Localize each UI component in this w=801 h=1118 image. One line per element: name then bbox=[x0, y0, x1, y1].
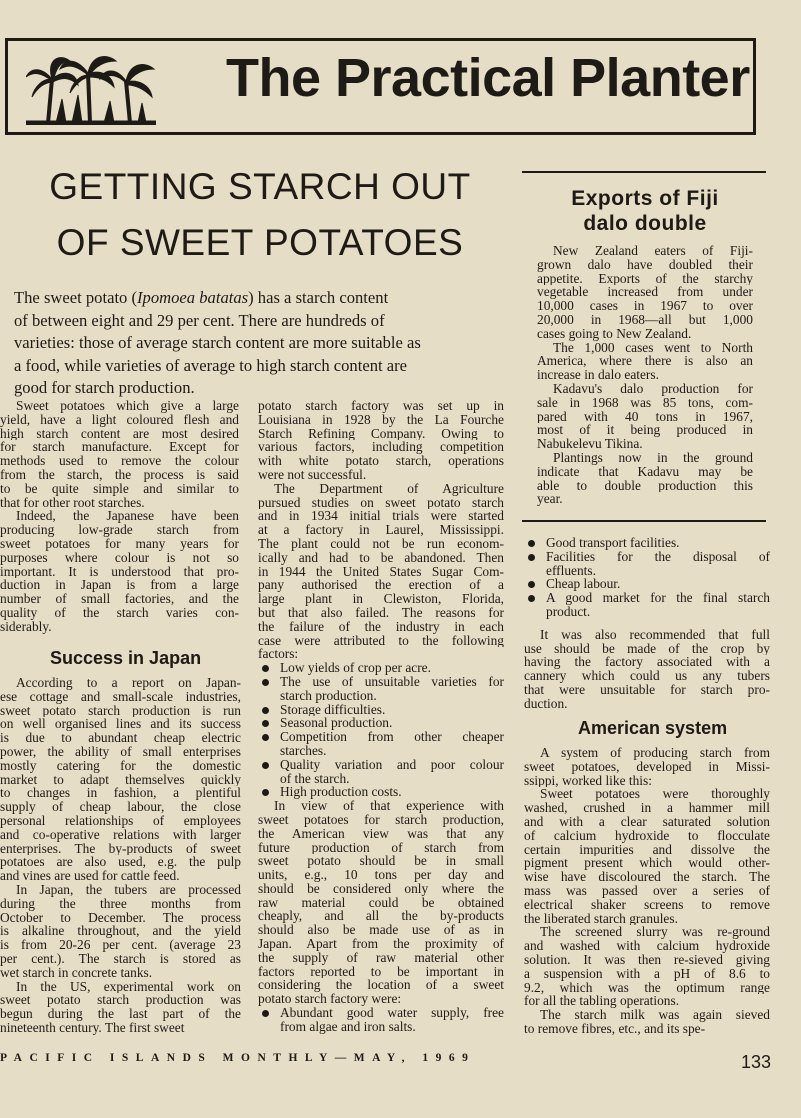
text-line: to be quite simple and similar to bbox=[0, 481, 239, 496]
text-line: for starch manufacture. Except for bbox=[0, 440, 239, 455]
text-line: increase in dalo eaters. bbox=[537, 368, 659, 382]
text-line: ically and had to be abandoned. Then bbox=[258, 550, 504, 565]
text-line: power, the ability of small enterprises bbox=[0, 744, 241, 759]
text-line: In the US, experimental work on bbox=[16, 979, 241, 994]
text-line: sale in 1968 was 85 tons, com- bbox=[537, 395, 753, 410]
text-line: factors reported to be important in bbox=[258, 964, 504, 979]
sidebar-headline-line-2: dalo double bbox=[583, 212, 707, 235]
article-headline-line-2: OF SWEET POTATOES bbox=[56, 222, 464, 263]
text-line: of calcium hydroxide to flocculate bbox=[524, 828, 770, 843]
subhead-american-system: American system bbox=[578, 718, 728, 738]
intro-line: a food, while varieties of average to high starch content are bbox=[14, 355, 408, 375]
masthead-title: The Practical Planter bbox=[226, 48, 750, 108]
article-intro bbox=[14, 287, 484, 400]
text-line: various factors, including competition bbox=[258, 440, 504, 455]
bullet-item: Facilities for the disposal of bbox=[524, 550, 770, 564]
text-line: In Japan, the tubers are processed bbox=[16, 882, 241, 897]
bullet-item: Seasonal production. bbox=[258, 716, 504, 730]
text-line: with white potato starch, operations bbox=[258, 454, 504, 468]
text-line: market to adapt themselves quickly bbox=[0, 772, 241, 787]
text-line: sweet potatoes, developed in Missi- bbox=[524, 759, 770, 774]
text-line: in 1944 the United States Sugar Com- bbox=[258, 564, 504, 579]
masthead bbox=[5, 38, 756, 135]
text-line: is from 20-26 per cent. (average 23 bbox=[0, 938, 241, 952]
text-line: begun during the last part of the bbox=[0, 1007, 241, 1021]
bullet-item: High production costs. bbox=[258, 785, 504, 799]
bullet-item: The use of unsuitable varieties for bbox=[258, 675, 504, 689]
bullet-item: Quality variation and poor colour bbox=[258, 758, 504, 772]
article-column-2 bbox=[258, 399, 504, 1034]
text-line: mostly catering for the domestic bbox=[0, 758, 241, 773]
text-line: and washed with calcium hydroxide bbox=[524, 939, 770, 953]
bullet-item-continued: of the starch. bbox=[280, 771, 350, 786]
text-line: potatoes are also used, e.g. the pulp bbox=[0, 855, 241, 870]
text-line: should be considered only where the bbox=[258, 881, 504, 896]
text-line: sweet potatoes for many years for bbox=[0, 536, 239, 551]
text-line: is due to abundant cheap electric bbox=[0, 731, 241, 745]
text-line: The plant could not be run econom- bbox=[258, 536, 504, 551]
text-line: pany authorised the erection of a bbox=[258, 578, 504, 593]
page-number: 133 bbox=[741, 1052, 772, 1072]
text-line: supply of cheap labour, the close bbox=[0, 800, 241, 814]
text-line: The 1,000 cases went to North bbox=[553, 340, 753, 355]
text-line: cannery which could us any tubers bbox=[524, 669, 770, 683]
text-line: Kadavu's dalo production for bbox=[553, 381, 753, 396]
text-line: considering the location of a sweet bbox=[258, 978, 504, 993]
bullet-item: Low yields of crop per acre. bbox=[258, 661, 504, 675]
text-line: at a factory in Laurel, Mississippi. bbox=[258, 523, 504, 537]
text-line: certain impurities and dissolve the bbox=[524, 842, 770, 857]
article-column-3 bbox=[524, 536, 770, 711]
bullet-item: Storage difficulties. bbox=[258, 703, 504, 717]
text-line: personal relationships of employees bbox=[0, 813, 241, 828]
text-line: case were attributed to the following bbox=[258, 633, 504, 648]
intro-line: The sweet potato (Ipomoea batatas) has a starch content bbox=[14, 288, 389, 307]
text-line: Louisiana in 1928 by the La Fourche bbox=[258, 412, 504, 427]
text-line: and co-operative relations with larger bbox=[0, 827, 241, 842]
paragraph-gap bbox=[524, 619, 770, 628]
text-line: sweet potatoes for starch production, bbox=[258, 812, 504, 827]
text-line: on well organised lines and its success bbox=[0, 717, 241, 732]
text-line: from the starch, the process is said bbox=[0, 467, 239, 482]
text-line: yield, have a light coloured flesh and bbox=[0, 412, 239, 427]
text-line: Plantings now in the ground bbox=[553, 450, 753, 465]
text-line: America, where there is also an bbox=[537, 354, 753, 369]
text-line: potato starch factory was set up in bbox=[258, 399, 504, 413]
bullet-item-continued: product. bbox=[546, 604, 591, 619]
text-line: the liberated starch granules. bbox=[524, 911, 678, 926]
intro-line: good for starch production. bbox=[14, 378, 195, 397]
text-line: sweet potato starch production is run bbox=[0, 703, 241, 718]
sidebar-body bbox=[537, 244, 753, 506]
text-line: to changes in fashion, a plentiful bbox=[0, 786, 241, 801]
text-line: New Zealand eaters of Fiji- bbox=[553, 244, 753, 258]
text-line: Indeed, the Japanese have been bbox=[16, 509, 239, 524]
text-line: number of small factories, and the bbox=[0, 592, 239, 606]
text-line: nineteenth century. The first sweet bbox=[0, 1020, 185, 1035]
bullet-item: Good transport facilities. bbox=[524, 536, 770, 550]
bullet-item: Competition from other cheaper bbox=[258, 730, 504, 744]
article-column-1 bbox=[0, 399, 239, 634]
article-headline-line-1: GETTING STARCH OUT bbox=[49, 166, 471, 207]
text-line: October to December. The process bbox=[0, 910, 241, 925]
text-line: washed, crushed in a hammer mill bbox=[524, 801, 770, 815]
text-line: should also be made use of as in bbox=[258, 923, 504, 938]
text-line: and vines are used for cattle feed. bbox=[0, 869, 180, 883]
article-column-3-continued bbox=[524, 746, 770, 1036]
sidebar-headline-line-1: Exports of Fiji bbox=[571, 187, 719, 210]
text-line: cases going to New Zealand. bbox=[537, 326, 692, 341]
palm-trees-logo-icon bbox=[26, 51, 156, 125]
article-column-1-continued bbox=[0, 676, 241, 1035]
text-line: Nabukelevu Tikina. bbox=[537, 437, 643, 451]
text-line: for all the tabling operations. bbox=[524, 994, 680, 1009]
bullet-item: Abundant good water supply, free bbox=[258, 1006, 504, 1020]
text-line: a suspension with a pH of 8.6 to bbox=[524, 966, 770, 981]
bullet-item-continued: effluents. bbox=[546, 563, 596, 578]
text-line: most of it being produced in bbox=[537, 423, 753, 438]
sidebar-headline bbox=[525, 186, 765, 236]
text-line: 9.2, which was the optimum range bbox=[524, 980, 770, 995]
intro-line: of between eight and 29 per cent. There are hundreds of bbox=[14, 310, 385, 330]
text-line: siderably. bbox=[0, 619, 52, 634]
text-line: It was also recommended that full bbox=[540, 627, 770, 642]
text-line: duction in Japan is from a large bbox=[0, 578, 239, 593]
text-line: is alkaline throughout, and the yield bbox=[0, 924, 241, 939]
text-line: that for other root starches. bbox=[0, 495, 145, 510]
text-line: Sweet potatoes were thoroughly bbox=[540, 787, 770, 802]
text-line: pursued studies on sweet potato starch bbox=[258, 495, 504, 510]
text-line: vegetable increased from under bbox=[537, 285, 753, 300]
text-line: during the three months from bbox=[0, 896, 241, 911]
text-line: The starch milk was again sieved bbox=[540, 1008, 770, 1022]
text-line: A system of producing starch from bbox=[540, 746, 770, 760]
text-line: Starch Refining Company. Owing to bbox=[258, 426, 504, 441]
bullet-item-continued: from algae and iron salts. bbox=[280, 1019, 416, 1034]
text-line: year. bbox=[537, 492, 563, 507]
bullet-item: Cheap labour. bbox=[524, 577, 770, 591]
intro-line: varieties: those of average starch content are more suitable as bbox=[14, 333, 421, 352]
text-line: The screened slurry was re-ground bbox=[540, 925, 770, 940]
text-line: purposes where colour is not so bbox=[0, 550, 239, 565]
text-line: large plant in Clewiston, Florida, bbox=[258, 592, 504, 606]
text-line: the supply of raw material other bbox=[258, 950, 504, 965]
text-line: Japan. Apart from the proximity of bbox=[258, 937, 504, 951]
text-line: potato starch factory were: bbox=[258, 992, 402, 1007]
text-line: ssippi, worked like this: bbox=[524, 773, 652, 788]
text-line: sweet potato should be in small bbox=[258, 854, 504, 869]
text-line: high starch content are most desired bbox=[0, 426, 239, 441]
text-line: solution. It was then re-sieved giving bbox=[524, 952, 770, 967]
text-line: duction. bbox=[524, 696, 568, 711]
text-line: to remove fibres, etc., and its spe- bbox=[524, 1021, 706, 1036]
text-line: and in 1934 initial trials were started bbox=[258, 509, 504, 524]
text-line: raw material could be obtained bbox=[258, 895, 504, 910]
text-line: the failure of the industry in each bbox=[258, 619, 504, 634]
text-line: indicate that Kadavu may be bbox=[537, 464, 753, 479]
text-line: methods used to remove the colour bbox=[0, 454, 239, 468]
text-line: important. It is understood that pro- bbox=[0, 564, 239, 579]
text-line: mass was passed over a series of bbox=[524, 883, 770, 898]
text-line: and with a clear saturated solution bbox=[524, 814, 770, 829]
text-line: units, e.g., 10 tons per day and bbox=[258, 868, 504, 882]
text-line: per cent.). The starch is stored as bbox=[0, 951, 241, 966]
bullet-item-continued: starches. bbox=[280, 743, 327, 758]
text-line: wet starch in concrete tanks. bbox=[0, 965, 153, 980]
text-line: use should be made of the crop by bbox=[524, 641, 770, 656]
text-line: grown dalo have doubled their bbox=[537, 257, 753, 272]
text-line: The Department of Agriculture bbox=[274, 481, 504, 496]
text-line: According to a report on Japan- bbox=[16, 676, 241, 690]
footer-publication-line: PACIFIC ISLANDS MONTHLY—MAY, 1969 bbox=[0, 1052, 476, 1064]
text-line: enterprises. The by-products of sweet bbox=[0, 841, 241, 856]
text-line: future production of starch from bbox=[258, 840, 504, 855]
text-line: Sweet potatoes which give a large bbox=[16, 399, 239, 413]
sidebar-top-rule bbox=[522, 171, 766, 173]
text-line: pigment present which would other- bbox=[524, 856, 770, 871]
subhead-success-in-japan: Success in Japan bbox=[50, 648, 202, 668]
sidebar-bottom-rule bbox=[522, 520, 766, 522]
text-line: ese cottage and small-scale industries, bbox=[0, 689, 241, 704]
text-line: producing low-grade starch from bbox=[0, 523, 239, 537]
text-line: sweet potato starch production was bbox=[0, 993, 241, 1008]
text-line: In view of that experience with bbox=[274, 799, 504, 813]
text-line: pared with 40 tons in 1967, bbox=[537, 409, 753, 424]
text-line: electrical shaker screens to remove bbox=[524, 897, 770, 912]
text-line: 10,000 cases in 1967 to over bbox=[537, 299, 753, 313]
text-line: quality of the starch varies con- bbox=[0, 605, 239, 620]
text-line: able to double production this bbox=[537, 478, 753, 493]
text-line: but that also failed. The reasons for bbox=[258, 605, 504, 620]
text-line: wise have discoloured the starch. The bbox=[524, 870, 770, 884]
bullet-item-continued: starch production. bbox=[280, 688, 377, 703]
text-line: cheaply, and all the by-products bbox=[258, 909, 504, 924]
text-line: 20,000 in 1968—all but 1,000 bbox=[537, 312, 753, 327]
text-line: the American view was that any bbox=[258, 826, 504, 841]
bullet-item: A good market for the final starch bbox=[524, 591, 770, 605]
text-line: appetite. Exports of the starchy bbox=[537, 271, 753, 286]
text-line: having the factory associated with a bbox=[524, 655, 770, 670]
text-line: factors: bbox=[258, 647, 299, 662]
text-line: that were unsuitable for starch pro- bbox=[524, 682, 770, 697]
text-line: were not successful. bbox=[258, 467, 367, 482]
